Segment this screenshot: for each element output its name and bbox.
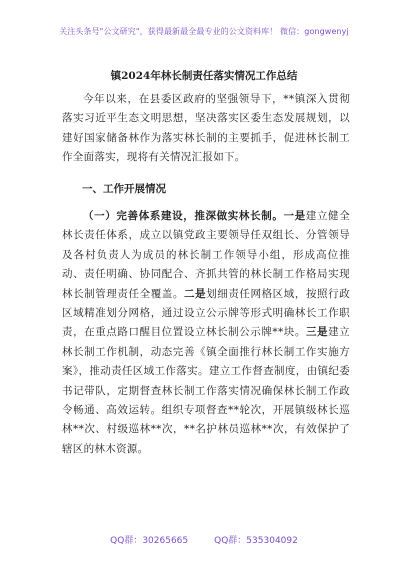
body-text-second: 划细责任网格区域，按照行政区域精准划分网格，通过设立公示牌等形式明确林长工作职责，在重点路口醒目位置设立林长制公示牌**块。 — [62, 287, 350, 339]
marker-second: 二是 — [183, 287, 207, 300]
subheading: （一）完善体系建设，推深做实林长制。 — [83, 210, 284, 222]
qq-group-2: QQ群：535304092 — [214, 536, 298, 546]
marker-third: 三是 — [305, 326, 329, 339]
section-heading: 一、工作开展情况 — [82, 183, 166, 195]
marker-first: 一是 — [283, 210, 306, 222]
header-banner: 关注头条号"公文研究"，获得最新最全最专业的公文资料库！ 微信：gongwenyj — [59, 27, 349, 36]
intro-paragraph: 今年以来，在县委区政府的坚强领导下，**镇深入贯彻落实习近平生态文明思想，坚决落实区委生态发展规划，以建好国家储备林作为落实林长制的主要抓手，促进林长制工作全面落实，现将有关情况汇报如下。 — [62, 93, 350, 164]
qq-group-1: QQ群：30265665 — [110, 536, 189, 546]
document-title: 镇2024年林长制责任落实情况工作总结 — [110, 70, 298, 82]
footer — [0, 533, 408, 546]
body-text-first: 建立健全林长责任体系，成立以镇党政主要领导任双组长、分管领导及各村负责人为成员的林长制工作领导小组，形成高位推动、责任明确、协同配合、齐抓共管的林长制工作格局实现林长制管理责任全覆盖。 — [62, 210, 350, 300]
body-paragraph — [62, 207, 350, 459]
body-text-third: 建立林长制工作机制，动态完善《镇全面推行林长制工作实施方案》，推动责任区域工作落实。建立工作督查制度，由镇纪委书记带队，定期督查林长制工作落实情况确保林长制工作政令畅通、高效运转。组织专项督查**轮次，开展镇级林长巡林**次、村级巡林**次，**名护林员巡林**次，有效保护了辖区的林木资源。 — [62, 326, 350, 455]
